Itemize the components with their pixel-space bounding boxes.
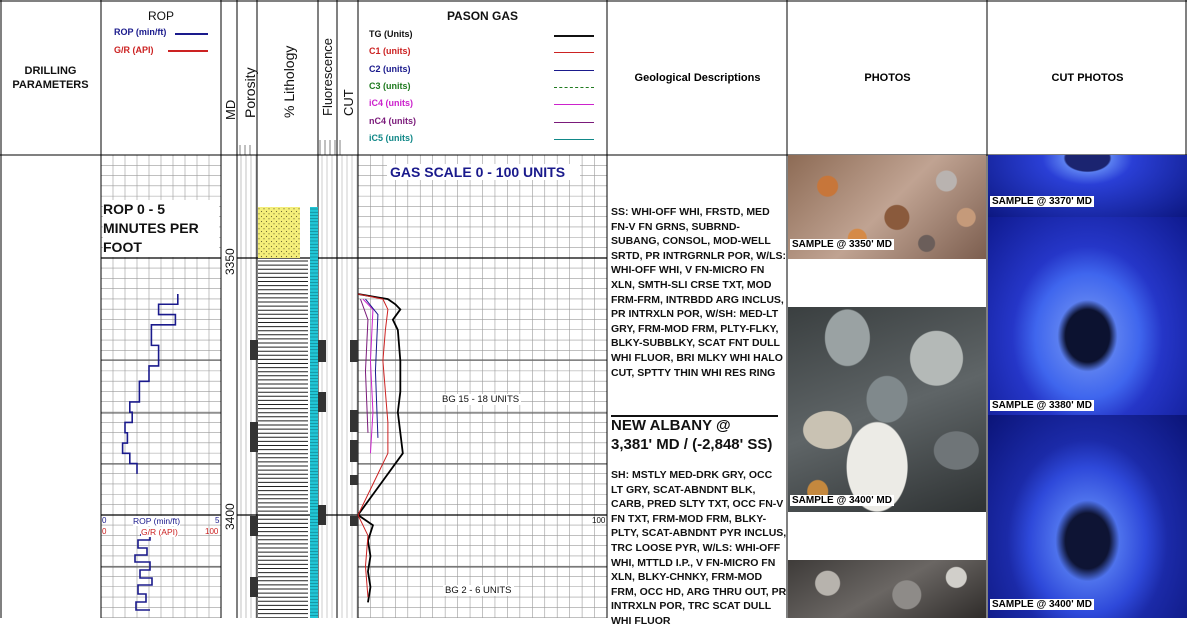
rop-curve-lower [135,535,152,610]
show-block [318,392,326,412]
formation-top-depth: 3,381' MD / (-2,848' SS) [611,436,773,453]
show-block [350,340,358,362]
gas-scale-hundred: 100 [592,516,606,525]
depth-3400: 3400 [223,503,237,530]
gas-legend-label: iC4 (units) [369,98,413,109]
show-block [318,340,326,362]
gas-title: PASON GAS [446,9,519,23]
cut-photo-label-3380: SAMPLE @ 3380' MD [992,400,1092,411]
scale-gr-label: G/R (API) [141,527,178,537]
gas-legend-label: nC4 (units) [369,115,416,126]
scale-zero-rop: 0 [102,516,107,525]
md-header: MD [223,99,238,120]
gr-legend-line [168,50,208,52]
sample-photo-label-3400: SAMPLE @ 3400' MD [792,495,892,506]
scale-zero-gr: 0 [102,527,107,536]
cut-photo-3400 [988,415,1187,618]
cut-photo-3370 [988,155,1187,217]
fluorescence-header: Fluorescence [320,37,335,116]
sample-photo-3400 [788,307,986,512]
bg-upper-label: BG 15 - 18 UNITS [442,394,520,405]
gas-legend-label: C3 (units) [369,80,411,91]
cut-photo-label-3400: SAMPLE @ 3400' MD [992,599,1092,610]
rop-scale-label: ROP 0 - 5 MINUTES PER FOOT [103,200,219,257]
fluorescence-bar [310,207,318,618]
cut-photo-3380 [988,217,1187,415]
gas-legend-line [554,104,594,105]
geo-desc-header: Geological Descriptions [634,72,761,84]
gas-legend-label: C1 (units) [369,46,411,57]
gas-legend-line [554,35,594,37]
cut-photo-label-3370: SAMPLE @ 3370' MD [992,196,1092,207]
gas-legend-line [554,139,594,140]
rop-curve [123,294,178,474]
gas-legend-label: TG (Units) [369,29,413,39]
sample-photo-label-3350: SAMPLE @ 3350' MD [792,239,892,250]
rop-legend-line [175,33,208,35]
gas-legend-label: iC5 (units) [369,132,413,143]
depth-3350: 3350 [223,248,237,275]
formation-top-name: NEW ALBANY @ [611,417,731,434]
lithology-header: % Lithology [281,45,297,118]
drilling-parameters-title: DRILLING PARAMETERS [12,65,89,91]
c1-curve [358,294,388,597]
gr-legend-label: G/R (API) [114,45,154,55]
lithology-description-1: SS: WHI-OFF WHI, FRSTD, MED FN-V FN GRNS, SUBRND-SUBANG, CONSOL, MOD-WELL SRTD, PR INTRGRNLR POR, W/LS: WHI-OFF WHI, V FN-MICRO FN XLN, SMTH-SLI CRSE TXT, MOD FRM-FRM, INTRBDD ARG INCLUS, PR INTRXLN POR, W/SH: MED-LT GRY, FRM-MOD FRM, PLTY-FLKY, BLKY-SUBBLKY, SCAT FNT DULL WHI FLUOR, BRI MLKY WHI HALO CUT, SPTTY THIN WHI RES RING [611,206,786,379]
porosity-header: Porosity [242,67,258,118]
porosity-block [250,422,258,452]
bg-lower-label: BG 2 - 6 UNITS [445,585,512,596]
cut-header: CUT [341,89,356,116]
gas-scale-label: GAS SCALE 0 - 100 UNITS [387,164,580,180]
photos-header: PHOTOS [864,72,911,84]
porosity-block [250,577,258,597]
rop-legend-label: ROP (min/ft) [114,27,167,37]
lithology-description-2: SH: MSTLY MED-DRK GRY, OCC LT GRY, SCAT-ABNDNT BLK, CARB, PRED SLTY TXT, OCC FN-V FN TXT, FRM-MOD FRM, BLKY-PLTY, SCAT-ABNDNT PYR INCLUS, TRC LOOSE PYR, W/LS: WHI-OFF WHI, MTTLD I.P., V FN-MICRO FN XLN, BLKY-CHNKY, FRM-MOD FRM, OCC HD, ARG THRU OUT, PR INTRXLN POR, TRC SCAT DULL WHI FLUOR [611,469,787,627]
gas-legend-line [554,52,594,53]
sample-photo-3350 [788,155,986,259]
rop-title: ROP [147,9,174,23]
gas-legend-line [554,70,594,71]
gas-legend-line [554,87,594,88]
scale-five: 5 [215,516,220,525]
show-block [350,475,358,485]
gas-legend-label: C2 (units) [369,63,411,74]
scale-rop-label: ROP (min/ft) [133,516,181,526]
show-block [350,440,358,462]
scale-hundred: 100 [205,527,219,536]
show-block [318,505,326,525]
cut-photos-header: CUT PHOTOS [1051,72,1124,84]
porosity-block [250,516,258,536]
gas-legend-line [554,122,594,123]
porosity-block [250,340,258,360]
sandstone-lithology [258,207,300,258]
sample-photo-lower [788,560,986,618]
show-block [350,516,358,526]
show-block [350,410,358,432]
